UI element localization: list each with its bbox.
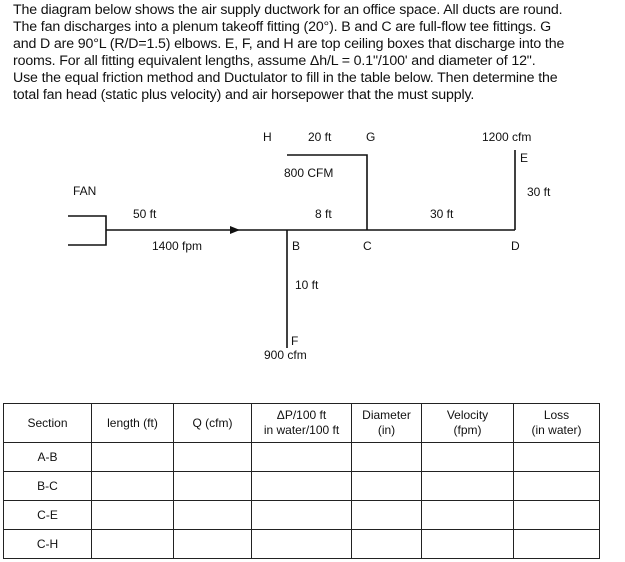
length-cell[interactable]	[92, 443, 174, 472]
section-cell: B-C	[4, 472, 92, 501]
flow-cell[interactable]	[174, 530, 252, 559]
label-h-length: 20 ft	[308, 130, 332, 144]
velocity-cell[interactable]	[422, 443, 514, 472]
duct-design-table	[3, 403, 600, 559]
diameter-cell[interactable]	[352, 472, 422, 501]
header-flow: Q (cfm)	[174, 404, 252, 443]
diameter-cell[interactable]	[352, 530, 422, 559]
label-node-d: D	[511, 239, 520, 253]
flow-arrow-icon	[230, 226, 240, 234]
length-cell[interactable]	[92, 530, 174, 559]
label-ab-length: 50 ft	[133, 207, 157, 221]
section-cell: C-E	[4, 501, 92, 530]
label-node-f: F	[291, 334, 299, 348]
problem-line-5: Use the equal friction method and Ductulator to fill in the table below. Then determine the	[13, 70, 558, 86]
problem-line-6: total fan head (static plus velocity) and air horsepower that the must supply.	[13, 87, 475, 103]
section-cell: A-B	[4, 443, 92, 472]
label-de-length: 30 ft	[527, 185, 551, 199]
table-row	[4, 443, 600, 472]
table-row	[4, 530, 600, 559]
header-length: length (ft)	[92, 404, 174, 443]
label-cd-length: 30 ft	[430, 207, 454, 221]
table-row	[4, 472, 600, 501]
pressure-drop-cell[interactable]	[252, 501, 352, 530]
pressure-drop-cell[interactable]	[252, 443, 352, 472]
label-node-c: C	[363, 239, 372, 253]
table-header-row	[4, 404, 600, 443]
label-velocity: 1400 fpm	[152, 239, 203, 253]
label-node-e: E	[520, 151, 529, 165]
header-pressure-drop: ΔP/100 ft in water/100 ft	[252, 404, 352, 443]
label-node-g: G	[366, 130, 376, 144]
diameter-cell[interactable]	[352, 443, 422, 472]
label-e-flow: 1200 cfm	[482, 130, 532, 144]
fan-outlet	[68, 216, 106, 245]
label-node-h: H	[263, 130, 272, 144]
label-h-flow: 800 CFM	[284, 166, 334, 180]
length-cell[interactable]	[92, 501, 174, 530]
header-loss: Loss (in water)	[514, 404, 600, 443]
flow-cell[interactable]	[174, 472, 252, 501]
loss-cell[interactable]	[514, 443, 600, 472]
pressure-drop-cell[interactable]	[252, 530, 352, 559]
label-node-b: B	[292, 239, 301, 253]
table-row	[4, 501, 600, 530]
header-velocity: Velocity (fpm)	[422, 404, 514, 443]
loss-cell[interactable]	[514, 501, 600, 530]
problem-line-2: The fan discharges into a plenum takeoff fitting (20°). B and C are full-flow tee fittings. G	[13, 19, 551, 35]
header-diameter: Diameter (in)	[352, 404, 422, 443]
section-cell: C-H	[4, 530, 92, 559]
label-fan: FAN	[73, 184, 97, 198]
flow-cell[interactable]	[174, 443, 252, 472]
pressure-drop-cell[interactable]	[252, 472, 352, 501]
loss-cell[interactable]	[514, 530, 600, 559]
loss-cell[interactable]	[514, 472, 600, 501]
header-section: Section	[4, 404, 92, 443]
diameter-cell[interactable]	[352, 501, 422, 530]
problem-line-1: The diagram below shows the air supply ductwork for an office space. All ducts are round.	[13, 2, 563, 18]
flow-cell[interactable]	[174, 501, 252, 530]
label-bc-length: 8 ft	[315, 207, 332, 221]
label-f-flow: 900 cfm	[264, 348, 307, 362]
problem-line-4: rooms. For all fitting equivalent lengths, assume Δh/L = 0.1"/100' and diameter of 12".	[13, 53, 536, 69]
velocity-cell[interactable]	[422, 472, 514, 501]
velocity-cell[interactable]	[422, 530, 514, 559]
length-cell[interactable]	[92, 472, 174, 501]
problem-line-3: and D are 90°L (R/D=1.5) elbows. E, F, and H are top ceiling boxes that discharge into the	[13, 36, 565, 52]
velocity-cell[interactable]	[422, 501, 514, 530]
label-bf-length: 10 ft	[295, 278, 319, 292]
